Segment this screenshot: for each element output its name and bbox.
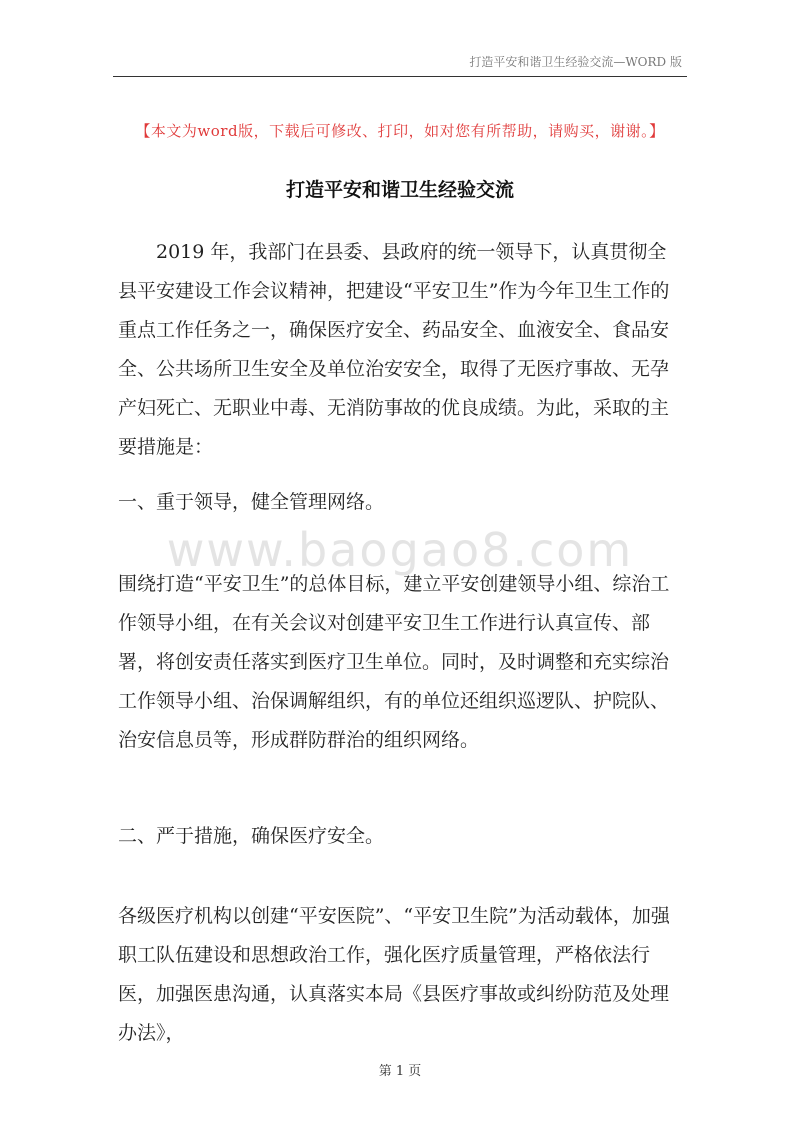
intro-paragraph: 2019 年，我部门在县委、县政府的统一领导下，认真贯彻全县平安建设工作会议精神，把建设“平安卫生”作为今年卫生工作的重点工作任务之一，确保医疗安全、药品安全、血液安全、食品安全、公共场所卫生安全及单位治安安全，取得了无医疗事故、无孕产妇死亡、无职业中毒、无消防事故的优良成绩。为此，采取的主要措施是：: [118, 241, 670, 458]
page-number: 第 1 页: [378, 1064, 422, 1079]
section-1-paragraph: 围绕打造“平安卫生”的总体目标，建立平安创建领导小组、综治工作领导小组，在有关会议对创建平安卫生工作进行认真宣传、部署，将创安责任落实到医疗卫生单位。同时，及时调整和充实综治工作领导小组、治保调解组织，有的单位还组织巡逻队、护院队、治安信息员等，形成群防群治的组织网络。: [118, 573, 670, 751]
running-header: 打造平安和谐卫生经验交流—WORD 版: [469, 55, 682, 69]
purchase-notice: 【本文为word版，下载后可修改、打印，如对您有所帮助，请购买，谢谢。】: [135, 122, 665, 140]
watermark: www.baogao8.com: [166, 523, 634, 577]
document-title: 打造平安和谐卫生经验交流: [285, 179, 514, 201]
section-heading-1: 一、重于领导，健全管理网络。: [118, 491, 385, 513]
section-heading-2: 二、严于措施，确保医疗安全。: [118, 825, 385, 847]
header-divider: [113, 76, 687, 77]
section-2-paragraph: 各级医疗机构以创建“平安医院”、“平安卫生院”为活动载体，加强职工队伍建设和思想政治工作，强化医疗质量管理，严格依法行医，加强医患沟通，认真落实本局《县医疗事故或纠纷防范及处理办法》，: [118, 905, 670, 1044]
